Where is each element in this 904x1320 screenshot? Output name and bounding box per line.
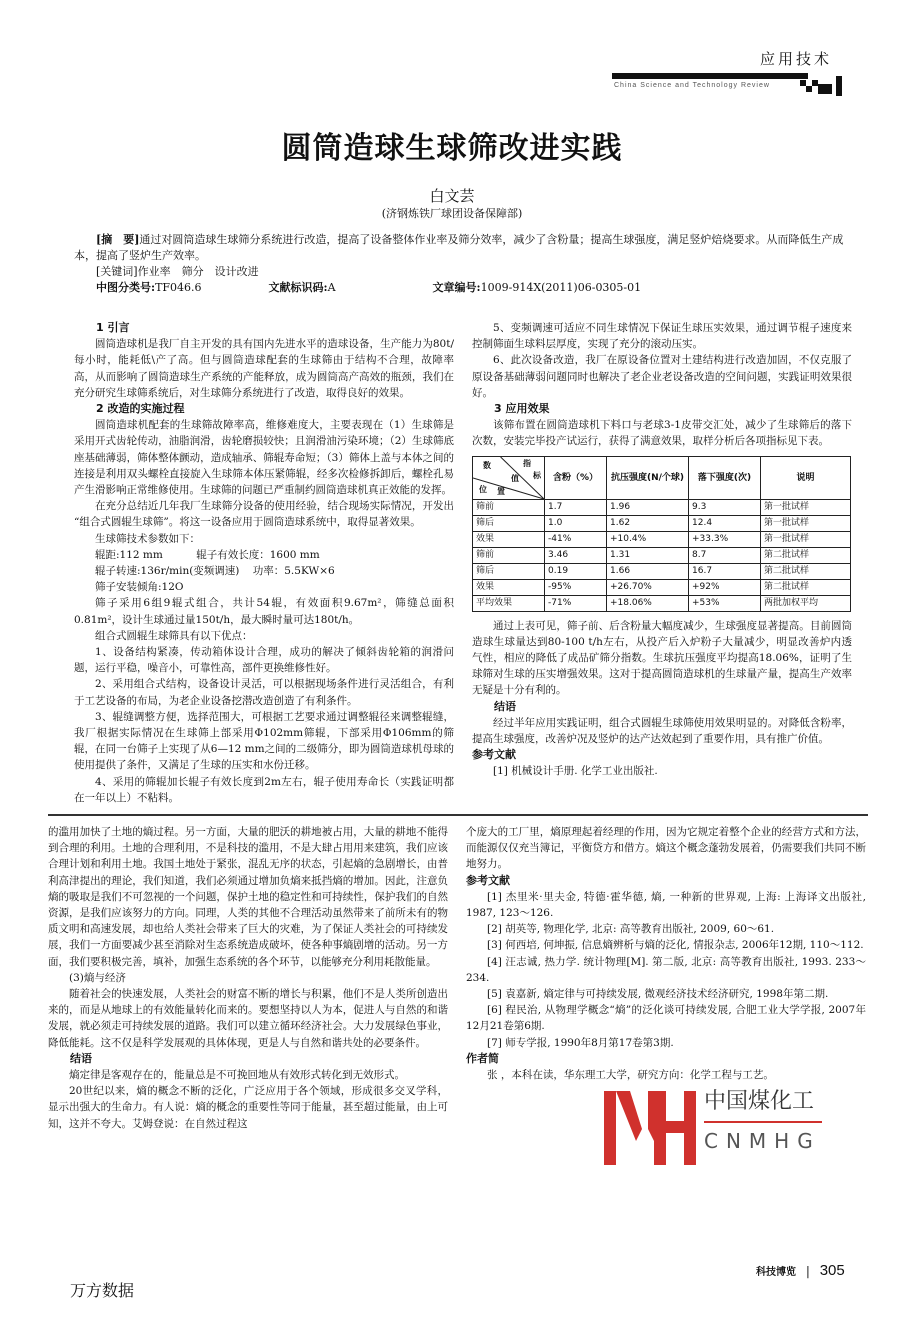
abstract	[74, 232, 854, 264]
table-cell: +26.70%	[607, 579, 689, 595]
table-row	[473, 579, 851, 595]
abstract-block	[74, 232, 854, 296]
paragraph: 6、此次设备改造，我厂在原设备位置对土建结构进行改造加固，不仅克服了原设备基础薄弱问题同时也解决了老企业老设备改造的空间问题，实践证明效果很好。	[472, 354, 852, 399]
table-row	[473, 499, 851, 515]
paragraph: 圆筒造球机是我厂自主开发的具有国内先进水平的造球设备，生产能力为80t/每小时，能耗低\产了高。但与圆筒造球配套的生球筛由于结构不合理，故障率高，从而影响了圆筒造球生产系统的产能释放，成为圆筒高产高效的瓶颈，我们在充分研究生球筛系统后，对生球筛分系统进行了改造，取得良好的效果。	[74, 338, 454, 399]
source-label: 万方数据	[70, 1281, 135, 1300]
journal-english-name: China Science and Technology Review	[614, 82, 770, 89]
paragraph: 3、辊缝调整方便，选择范围大，可根据工艺要求通过调整辊径来调整辊缝，我厂根据实际情况在生球筛上部采用Φ102mm筛辊，下部采用Φ106mm的筛辊，在同一台筛子上实现了从6—12 mm之间的二级筛分，即为圆筒造球机母球的使用提供了条件，又满足了生球的压实和水份迁移。	[74, 710, 454, 772]
section-heading: 结语	[494, 699, 516, 713]
paragraph: 1、设备结构紧凑，传动箱体设计合理，成功的解决了倾斜齿轮箱的润滑问题，运行平稳，噪音小，可靠性高，部件更换维修性好。	[74, 646, 454, 675]
table-cell: 第一批试样	[761, 515, 851, 531]
section-heading: 结语	[70, 1051, 92, 1065]
parameter-line: 辊距:112 mm 辊子有效长度：1600 mm	[95, 548, 320, 561]
column-right-bottom	[466, 824, 866, 1083]
references-heading: 参考文献	[466, 873, 510, 887]
table-cell: 第二批试样	[761, 547, 851, 563]
reference-item: [1] 机械设计手册. 化学工业出版社.	[493, 765, 658, 778]
table-cell: 第一批试样	[761, 531, 851, 547]
table-row	[473, 595, 851, 611]
paragraph: 20世纪以来，熵的概念不断的泛化，广泛应用于各个领域，形成很多交叉学科，显示出强大的生命力。有人说：熵的概念的重要性等同于能量，甚至超过能量，由上可知，这并不夸大。艾姆登说：在自然过程这	[48, 1085, 448, 1130]
table-cell: 1.96	[607, 499, 689, 515]
table-cell: 1.0	[545, 515, 607, 531]
author-affiliation: (济钢炼铁厂球团设备保障部)	[381, 207, 523, 220]
paragraph: 该筛布置在圆筒造球机下料口与老球3-1皮带交汇处，减少了生球筛后的落下次数，安装完毕投产试运行，获得了满意效果，取样分析后各项指标见下表。	[472, 419, 852, 448]
paragraph: 圆筒造球机配套的生球筛故障率高，维修难度大，主要表现在（1）生球筛是采用开式齿轮传动，油脂润滑，齿轮磨损较快；且润滑油污染环境；（2）生球筛底座基础薄弱，筛体整体颤动，造成轴承、筛辊寿命短；（3）筛体上盖与本体之间的连接是利用双头螺栓直接旋入生球筛本体压紧筛辊，经多次检修拆卸后，螺栓孔易产生滑影响正常维修使用。生球筛的问题已严重制约圆筒造球机真正效能的发挥。	[74, 419, 454, 497]
table-cell: 0.19	[545, 563, 607, 579]
article-no-label: 文章编号:	[432, 281, 481, 294]
table-row	[473, 547, 851, 563]
table-cell: 1.62	[607, 515, 689, 531]
paragraph: 组合式圆辊生球筛具有以下优点：	[95, 629, 253, 642]
results-table-wrap	[472, 456, 852, 612]
author-name: 白文芸	[429, 187, 475, 205]
paragraph: 在充分总结近几年我厂生球筛分设备的使用经验，结合现场实际情况，开发出 “组合式圆辊生球筛”。将这一设备应用于圆筒造球系统中，取得显著效果。	[74, 500, 454, 529]
column-right-top	[472, 320, 852, 780]
table-cell: 3.46	[545, 547, 607, 563]
section-category: 应用技术	[760, 50, 833, 68]
paragraph: 随着社会的快速发展，人类社会的财富不断的增长与积累，他们不是人类所创造出来的，而是从地球上的有效能量转化而来的。要想坚持以人为本，促进人与自然的和谐发展，就必须走可持续发展的道路。我们可以建立循环经济社会。大力发展绿色事业，降低能耗。这不仅是科学发展观的具体体现，更是人与自然和谐共处的必要条件。	[48, 988, 448, 1049]
column-left-top	[74, 320, 454, 806]
reference-item: [3] 何西培, 何坤振, 信息熵辨析与熵的泛化, 情报杂志, 2006年12期, 110～112.	[487, 939, 864, 952]
reference-item: [7] 师专学报, 1990年8月第17卷第3期.	[487, 1036, 674, 1049]
watermark-en-text: CNMHG	[704, 1129, 821, 1153]
corner-label: 位	[479, 484, 487, 494]
watermark-cn-text: 中国煤化工	[704, 1089, 815, 1114]
paragraph: 筛子采用6组9辊式组合，共计54辊，有效面积9.67m²，筛缝总面积0.81m²，设计生球通过量150t/h，最大瞬时量可达180t/h。	[74, 597, 454, 626]
table-cell: 16.7	[689, 563, 761, 579]
parameter-line: 辊子转速:136r/min(变频调速) 功率：5.5KW×6	[95, 565, 335, 578]
table-cell: 第一批试样	[761, 499, 851, 515]
table-corner-cell	[473, 456, 545, 499]
table-cell: 效果	[473, 531, 545, 547]
reference-item: [2] 胡英等, 物理化学, 北京: 高等教育出版社, 2009, 60～61.	[487, 923, 775, 936]
journal-logo-icon	[800, 74, 850, 96]
table-cell: 筛前	[473, 547, 545, 563]
table-cell: 第二批试样	[761, 579, 851, 595]
page-number: 305	[819, 1262, 845, 1279]
journal-name: 科技博览	[756, 1267, 796, 1278]
table-cell: 12.4	[689, 515, 761, 531]
table-cell: 平均效果	[473, 595, 545, 611]
watermark-logo	[600, 1089, 830, 1169]
classification-line	[74, 280, 854, 296]
subheading: (3)熵与经济	[69, 971, 126, 984]
paragraph: 2、采用组合式结构，设备设计灵活，可以根据现场条件进行灵活组合，有利于工艺设备的布局，为老企业设备挖潜改造创造了有利条件。	[74, 678, 454, 707]
table-cell: -95%	[545, 579, 607, 595]
table-cell: 筛前	[473, 499, 545, 515]
keywords	[74, 264, 854, 280]
corner-label: 值	[511, 473, 519, 483]
reference-item: [6] 程民治, 从物理学概念“熵”的泛化谈可持续发展, 合肥工业大学学报, 2007年12月21卷第6期.	[466, 1004, 866, 1033]
parameter-line: 筛子安装倾角:12O	[95, 581, 184, 594]
table-cell: -41%	[545, 531, 607, 547]
table-cell: 筛后	[473, 563, 545, 579]
table-row	[473, 515, 851, 531]
reference-item: [5] 袁嘉新, 熵定律与可持续发展, 微观经济技术经济研究, 1998年第二期.	[487, 988, 829, 1001]
table-row	[473, 563, 851, 579]
clc-label: 中图分类号:	[96, 281, 156, 294]
table-cell: 两批加权平均	[761, 595, 851, 611]
table-cell: 8.7	[689, 547, 761, 563]
author-bio: 张 ，本科在读，华东理工大学，研究方向：化学工程与工艺。	[487, 1069, 774, 1082]
section-heading: 2 改造的实施过程	[96, 402, 185, 416]
paragraph: 的滥用加快了土地的熵过程。另一方面，大量的肥沃的耕地被占用，大量的耕地不能得到合理的利用。土地的合理利用，不是科技的滥用，不是大肆占用用来建筑，我们应该合理计划和利用土地。我国土地处于紧张，混乱无序的状态，引起熵的急剧增长，由普利高津提出的理论，我们知道，我们必须通过增加负熵来抵挡熵的增加。因此，注意负熵的吸取是我们不可忽视的一个问题，保护土地的稳定性和可持续性，保护我们的自然资源，是我们应该努力的方向。同理，人类的其他不合理活动虽然带来了前所未有的物质文明和高速发展，却也给人类社会带来了巨大的灾难，为了保证人类社会的可持续发展，我们一方面要减少甚至消除对生态系统造成破坏，使各种事熵剧增的活动。另一方面，我们要积极完善，填补，加强生态系统的各个环节，以能够充分利用耗散能量。	[48, 826, 448, 968]
table-cell: +18.06%	[607, 595, 689, 611]
paragraph: 个庞大的工厂里，熵原理起着经理的作用，因为它规定着整个企业的经营方式和方法，而能源仅仅充当簿记，平衡贷方和借方。熵这个概念蓬勃发展着，仍需要我们共同不断地努力。	[466, 826, 866, 871]
paragraph: 4、采用的筛辊加长辊子有效长度到2m左右，辊子使用寿命长（实践证明都在一年以上）不粘料。	[74, 775, 454, 804]
corner-label: 置	[497, 486, 505, 496]
table-header-row	[473, 456, 851, 499]
table-row	[473, 531, 851, 547]
paragraph: 通过上表可见，筛子前、后含粉量大幅度减少，生球强度显著提高。目前圆筒造球生球量达到80-100 t/h左右，从投产后入炉粉子大量减少，明显改善炉内透气性，相应的降低了成品矿筛分指数。生球抗压强度平均提高18.06%，证明了生球筛对生球的压实增强效果。这对于提高圆筒造球机的生球量产量，提高生产效率无疑是十分有利的。	[472, 619, 852, 697]
header-rule	[612, 73, 808, 79]
table-cell: 1.31	[607, 547, 689, 563]
paragraph: 熵定律是客观存在的，能量总是不可挽回地从有效形式转化到无效形式。	[69, 1069, 405, 1082]
table-header-cell: 抗压强度(N/个球)	[607, 456, 689, 499]
results-table	[472, 456, 851, 612]
reference-item: [1] 杰里米·里夫金, 特德·霍华德, 熵, 一种新的世界观, 上海: 上海译文出版社, 1987, 123～126.	[466, 890, 866, 920]
corner-label: 标	[533, 470, 541, 480]
abstract-label: [摘 要]	[96, 233, 140, 246]
paragraph: 经过半年应用实践证明，组合式圆辊生球筛使用效果明显的。对降低含粉率，提高生球强度，改善炉况及竖炉的达产达效起到了重要作用，具有推广价值。	[472, 716, 852, 746]
table-cell: +10.4%	[607, 531, 689, 547]
abstract-text: 通过对圆筒造球生球筛分系统进行改造，提高了设备整体作业率及筛分效率，减少了含粉量；提高生球强度，满足竖炉焙烧要求。从而降低生产成本，提高了竖炉生产效率。	[74, 233, 844, 262]
paragraph: 生球筛技术参数如下：	[95, 532, 200, 545]
corner-label: 数	[483, 460, 491, 470]
author-bio-heading: 作者简	[466, 1051, 499, 1065]
watermark-mh-icon	[600, 1089, 700, 1169]
table-header-cell: 落下强度(次)	[689, 456, 761, 499]
table-cell: 1.7	[545, 499, 607, 515]
table-cell: 筛后	[473, 515, 545, 531]
table-header-cell: 说明	[761, 456, 851, 499]
section-heading: 1 引言	[96, 321, 130, 334]
keywords-label: [关键词]	[96, 265, 138, 278]
corner-label: 指	[523, 458, 531, 468]
table-cell: -71%	[545, 595, 607, 611]
table-cell: +53%	[689, 595, 761, 611]
table-cell: 效果	[473, 579, 545, 595]
table-cell: 1.66	[607, 563, 689, 579]
article-no-value: 1009-914X(2011)06-0305-01	[480, 281, 642, 294]
doc-code-value: A	[327, 281, 336, 294]
paragraph: 5、变频调速可适应不同生球情况下保证生球压实效果，通过调节棍子速度来控制筛面生球料层厚度，实现了充分的滚动压实。	[472, 322, 852, 351]
clc-value: TF046.6	[155, 281, 202, 294]
table-cell: 9.3	[689, 499, 761, 515]
watermark-rule	[704, 1121, 822, 1123]
column-left-bottom	[48, 824, 448, 1132]
article-divider	[48, 814, 868, 816]
page-footer	[756, 1262, 845, 1279]
table-cell: +92%	[689, 579, 761, 595]
references-heading: 参考文献	[472, 748, 516, 762]
table-header-cell: 含粉（%）	[545, 456, 607, 499]
section-heading: 3 应用效果	[494, 402, 550, 416]
footer-separator: |	[805, 1264, 810, 1278]
keywords-text: 作业率 筛分 设计改进	[137, 265, 259, 278]
reference-item: [4] 汪志诚, 热力学. 统计物理[M]. 第二版, 北京: 高等教育出版社, 1993. 233～234.	[466, 955, 866, 984]
article-title: 圆筒造球生球筛改进实践	[281, 131, 623, 166]
table-cell: +33.3%	[689, 531, 761, 547]
table-cell: 第二批试样	[761, 563, 851, 579]
doc-code-label: 文献标识码:	[268, 281, 328, 294]
